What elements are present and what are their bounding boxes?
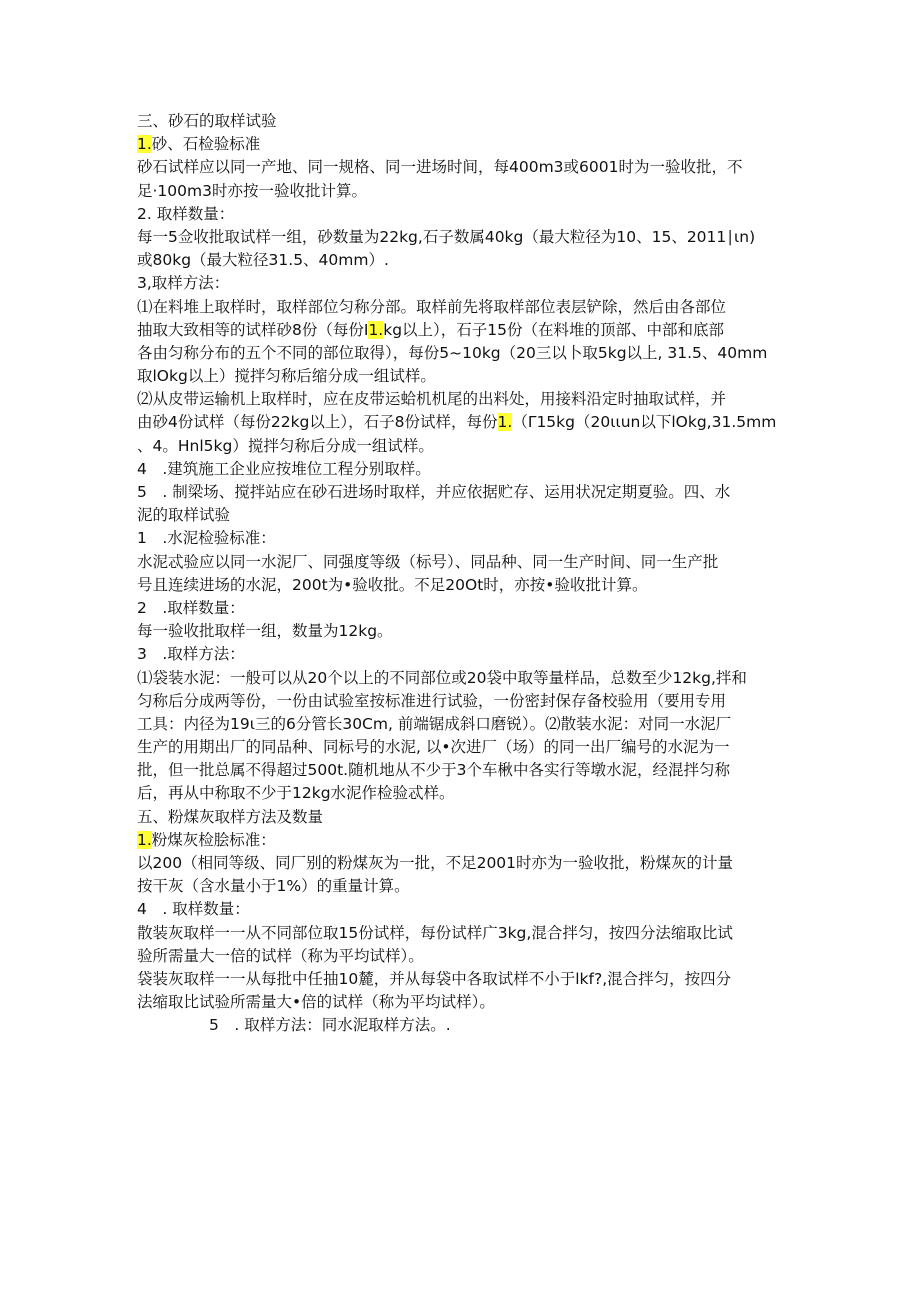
doc-line: 散装灰取样一一从不同部位取15份试样，每份试样广3kg,混合拌匀，按四分法缩取比试 <box>137 923 733 942</box>
doc-line: 2. 取样数量： <box>137 204 235 223</box>
doc-line: 各由匀称分布的五个不同的部位取得），每份5~10kg（20三以卜取5kg以上, 31.5、40mm <box>137 343 768 362</box>
doc-line: 号且连续进场的水泥，200t为•验收批。不足20Ot时，亦按•验收批计算。 <box>137 575 648 594</box>
doc-line: 三、砂石的取样试验 <box>137 112 277 130</box>
doc-line: 匀称后分成两等份，一份由试验室按标准进行试验，一份密封保存备校验用（要用专用 <box>137 691 727 710</box>
doc-line: 生产的用期出厂的同品种、同标号的水泥, 以•次进厂（场）的同一出厂编号的水泥为一 <box>137 738 730 757</box>
doc-line: 3,取样方法： <box>137 274 230 293</box>
doc-line: 4 . 取样数量： <box>137 900 250 919</box>
doc-line: ⑵从皮带运输机上取样时，应在皮带运蛤机机尾的出料处，用接料沿定时抽取试样，并 <box>137 390 727 409</box>
doc-line: 批，但一批总属不得超过500t.随机地从不少于3个车楸中各实行等墩水泥，经混拌匀称 <box>137 761 730 780</box>
doc-line: 袋装灰取样一一从每批中任抽10麓，并从每袋中各取试样不小于lkf?,混合拌匀，按四分 <box>137 969 732 988</box>
doc-line: 按干灰（含水量小于1%）的重量计算。 <box>137 877 410 896</box>
doc-line: 由砂4份试样（每份22kg以上），石子8份试样，每份1.（Γ15kg（20ιιun以下lOkg,31.5mm <box>137 413 777 432</box>
doc-line: 水泥忒验应以同一水泥厂、同强度等级（标号）、同品种、同一生产时间、同一生产批 <box>137 552 719 571</box>
doc-line: 泥的取样试验 <box>137 506 231 525</box>
doc-line: 3 .取样方法： <box>137 645 245 664</box>
doc-line: 4 .建筑施工企业应按堆位工程分别取样。 <box>137 459 431 478</box>
doc-line: 、4。Hnl5kg）搅拌匀称后分成一组试样。 <box>137 436 434 455</box>
doc-line: 2 .取样数量： <box>137 598 245 617</box>
doc-line: 五、粉煤灰取样方法及数量 <box>137 807 324 826</box>
doc-line: 法缩取比试验所需量大•倍的试样（称为平均试样）。 <box>137 993 495 1012</box>
doc-line: 1.粉煤灰检脍标准： <box>137 830 276 849</box>
doc-line: 工具：内径为19ι三的6分管长30Cm, 前端锯成斜口磨锐）。⑵散装水泥：对同一水泥厂 <box>137 714 732 733</box>
doc-line: 5 . 制梁场、搅拌站应在砂石进场时取样，并应依据贮存、运用状况定期夏验。四、水 <box>137 483 731 501</box>
doc-line: 足·100m3时亦按一验收批计算。 <box>137 181 367 200</box>
doc-line: 以200（相同等级、同厂别的粉煤灰为一批，不足2001时亦为一验收批，粉煤灰的计量 <box>137 854 734 872</box>
doc-line: 5 . 取样方法：同水泥取样方法。. <box>209 1016 451 1035</box>
doc-line: 后，再从中称取不少于12kg水泥作检验忒样。 <box>137 784 455 803</box>
doc-line: 1 .水泥检验标准： <box>137 529 276 548</box>
doc-line: 抽取大致相等的试样砂8份（每份I1.kg以上），石子15份（在料堆的顶部、中部和底部 <box>137 320 725 339</box>
doc-line: 1.砂、石检验标准 <box>137 135 261 154</box>
doc-line: ⑴袋装水泥：一般可以从20个以上的不同部位或20袋中取等量样品，总数至少12kg,拌和 <box>137 668 747 687</box>
doc-line: 验所需量大一倍的试样（称为平均试样）。 <box>137 946 424 965</box>
doc-line: 砂石试样应以同一产地、同一规格、同一进场时间，每400m3或6001时为一验收批，不 <box>137 158 743 177</box>
doc-line: 每一5佥收批取试样一组，砂数量为22kg,石子数属40kg（最大粒径为10、15、2011∣ιn) <box>137 227 756 246</box>
doc-line: ⑴在料堆上取样时，取样部位匀称分部。取样前先将取样部位表层铲除，然后由各部位 <box>137 297 727 316</box>
document-body <box>137 110 787 1038</box>
doc-line: 取lOkg以上）搅拌匀称后缩分成一组试样。 <box>137 367 436 386</box>
doc-line: 每一验收批取样一组，数量为12kg。 <box>137 622 393 641</box>
doc-line: 或80kg（最大粒径31.5、40mm）. <box>137 251 389 270</box>
